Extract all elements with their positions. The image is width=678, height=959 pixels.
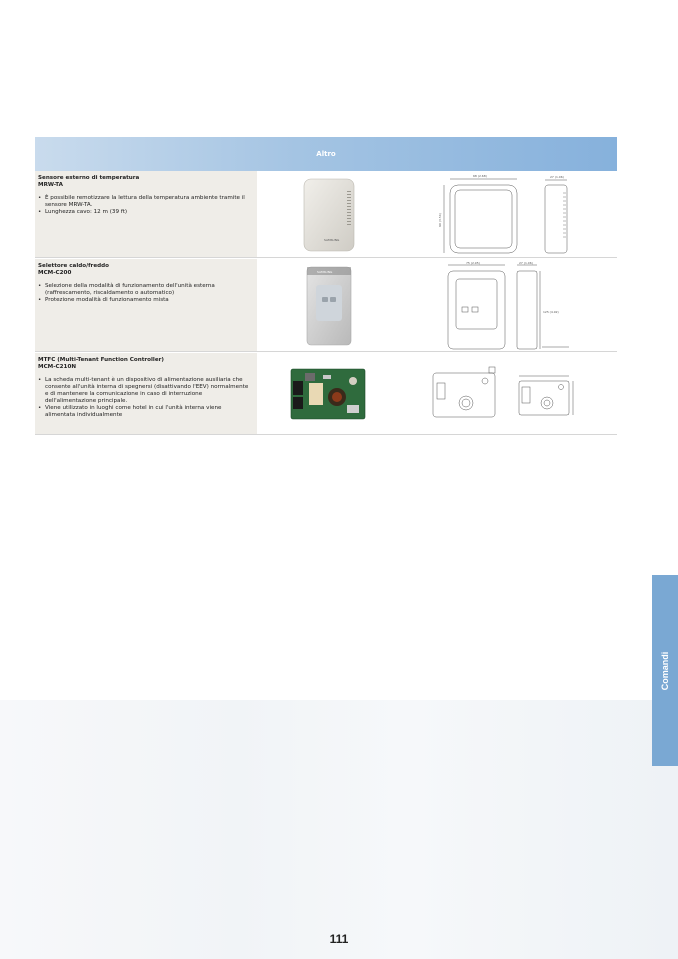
dimension-height: 90 (3.54) bbox=[438, 213, 442, 227]
board-drawing-1 bbox=[433, 367, 495, 417]
product-name: MTFC (Multi-Tenant Function Controller) bbox=[38, 357, 164, 363]
feature-item: • Protezione modalità di funzionamento mista bbox=[38, 297, 253, 304]
selector-brand: SAMSUNG bbox=[317, 270, 333, 274]
page-background-fade bbox=[0, 700, 678, 959]
feature-item: • Selezione della modalità di funzionamento dell'unità esterna (raffrescamento, riscaldamento o automatico) bbox=[38, 283, 253, 297]
product-code: MCM-C210N bbox=[38, 364, 77, 370]
row-description bbox=[35, 353, 257, 434]
feature-item: • È possibile remotizzare la lettura della temperatura ambiente tramite il sensore MRW-TA. bbox=[38, 195, 253, 209]
row-description bbox=[35, 171, 257, 257]
selector-front-drawing bbox=[448, 265, 505, 349]
dimension-depth: 27 (1.06) bbox=[550, 175, 564, 179]
section-side-tab bbox=[652, 575, 678, 766]
product-code: MCM-C200 bbox=[38, 270, 72, 276]
mtfc-board-illustration bbox=[257, 353, 617, 434]
mode-selector-illustration bbox=[257, 259, 617, 351]
side-tab-label: Comandi bbox=[660, 651, 670, 690]
accessories-table bbox=[35, 137, 617, 435]
board-photo bbox=[291, 369, 365, 419]
feature-item: • Viene utilizzato in luoghi come hotel in cui l'unità interna viene alimentata individualmente bbox=[38, 405, 253, 419]
temperature-sensor-illustration bbox=[257, 171, 617, 257]
sensor-photo bbox=[304, 179, 354, 251]
row-visual bbox=[257, 171, 617, 257]
selector-side-drawing bbox=[517, 265, 569, 349]
feature-item: • Lunghezza cavo: 12 m (39 ft) bbox=[38, 209, 253, 216]
table-header-label: Altro bbox=[316, 150, 336, 158]
dimension-depth: 27 (1.06) bbox=[519, 261, 533, 265]
table-row bbox=[35, 258, 617, 352]
row-description bbox=[35, 259, 257, 351]
feature-list bbox=[38, 377, 253, 419]
product-name: Selettore caldo/freddo bbox=[38, 263, 109, 269]
row-visual bbox=[257, 259, 617, 351]
sensor-front-drawing bbox=[444, 179, 517, 253]
feature-list bbox=[38, 283, 253, 304]
dimension-width: 75 (2.95) bbox=[466, 261, 480, 265]
dimension-height: 125 (4.92) bbox=[543, 310, 559, 314]
page-number: 111 bbox=[329, 932, 349, 946]
row-visual bbox=[257, 353, 617, 434]
selector-photo bbox=[307, 267, 351, 345]
feature-list bbox=[38, 195, 253, 216]
dimension-width: 68 (2.68) bbox=[473, 174, 487, 178]
product-name: Sensore esterno di temperatura bbox=[38, 175, 140, 181]
board-drawing-2 bbox=[519, 376, 573, 415]
product-code: MRW-TA bbox=[38, 182, 64, 188]
feature-item: • La scheda multi-tenant è un dispositivo di alimentazione ausiliaria che consente all'unità interna di spegnersi (disattivando l'EEV) normalmente e di mantenere la comunicazione in caso di interruzione dell'alimentazione principale. bbox=[38, 377, 253, 405]
table-row bbox=[35, 171, 617, 258]
sensor-side-drawing bbox=[545, 180, 567, 253]
table-header bbox=[35, 137, 617, 171]
table-row bbox=[35, 352, 617, 435]
sensor-brand: SAMSUNG bbox=[324, 238, 340, 242]
